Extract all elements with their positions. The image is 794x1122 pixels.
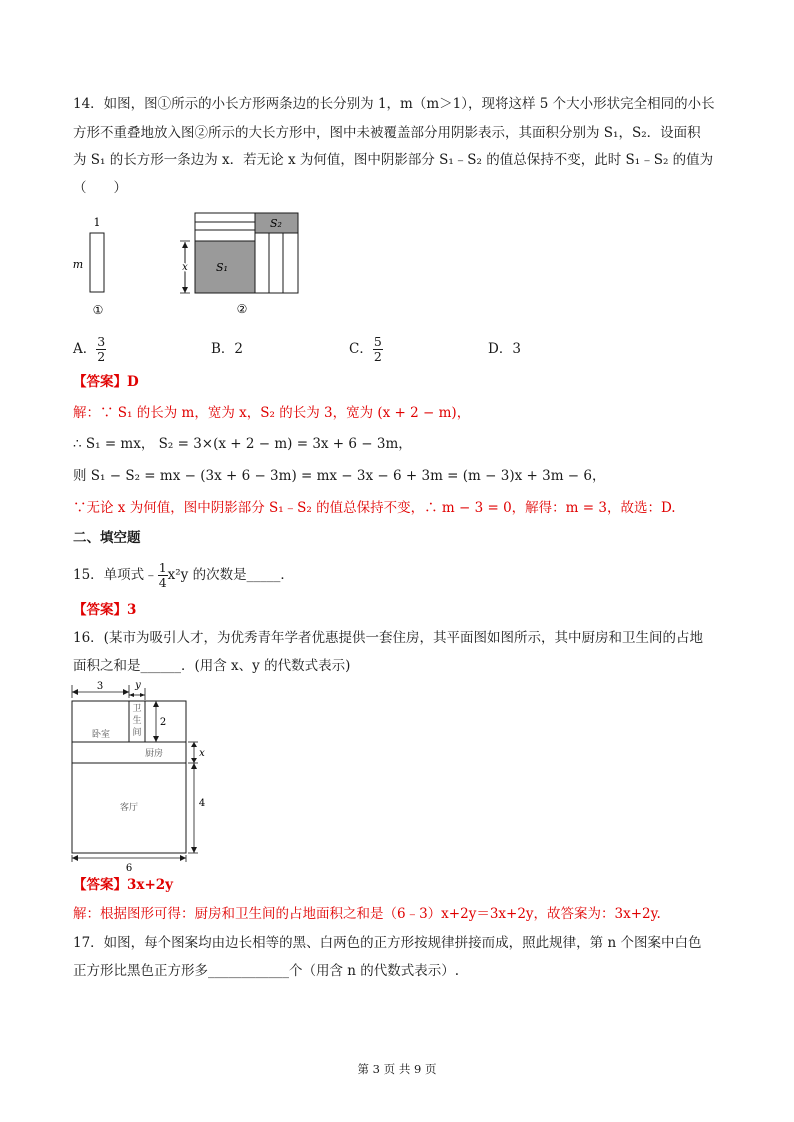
option-a bbox=[73, 332, 106, 366]
room-bathroom-char-2: 生 bbox=[132, 716, 142, 726]
fig2-label-s2: S₂ bbox=[270, 217, 282, 230]
q15-text bbox=[73, 558, 294, 592]
floor-plan-figure bbox=[60, 676, 220, 874]
q14-answer: 【答案】D bbox=[73, 374, 139, 390]
room-bedroom: 卧室 bbox=[91, 730, 111, 740]
fig1-label-m: m bbox=[72, 258, 84, 271]
room-living: 客厅 bbox=[119, 803, 139, 813]
fig2-caption: ② bbox=[236, 302, 248, 316]
option-d: D．3 bbox=[488, 341, 521, 357]
q16-solution: 解：根据图形可得：厨房和卫生间的占地面积之和是（6﹣3）x+2y＝3x+2y，故答案为：3x+2y. bbox=[73, 906, 661, 922]
option-c bbox=[349, 332, 383, 366]
q15-answer: 【答案】3 bbox=[73, 602, 137, 618]
q14-solution-2: ∴ S₁ = mx， S₂ = 3×(x + 2 − m) = 3x + 6 − 3m， bbox=[73, 436, 412, 452]
fig2-label-x: x bbox=[182, 262, 188, 273]
option-a-fraction bbox=[96, 335, 106, 364]
q15-suffix: x²y 的次数是_____． bbox=[167, 567, 294, 583]
q14-line-4: （ ） bbox=[73, 180, 127, 196]
dim-right-2: 2 bbox=[159, 717, 167, 728]
option-b: B．2 bbox=[211, 341, 244, 357]
q15-fraction bbox=[158, 561, 168, 590]
small-rectangle bbox=[90, 233, 104, 292]
q15-prefix: 15．单项式﹣ bbox=[73, 567, 158, 583]
room-kitchen: 厨房 bbox=[144, 749, 164, 759]
section-heading: 二、填空题 bbox=[73, 530, 141, 546]
page-footer: 第 3 页 共 9 页 bbox=[357, 1062, 437, 1076]
dim-top-3: 3 bbox=[96, 681, 104, 692]
option-a-numerator: 3 bbox=[97, 333, 106, 349]
option-c-fraction bbox=[373, 335, 383, 364]
q17-line-1: 17．如图，每个图案均由边长相等的黑、白两色的正方形按规律拼接而成，照此规律，第 n 个图案中白色 bbox=[73, 935, 702, 951]
q14-line-2: 方形不重叠地放入图②所示的大长方形中，图中未被覆盖部分用阴影表示，其面积分别为 S₁，S₂．设面积 bbox=[73, 125, 701, 141]
option-c-label: C． bbox=[349, 341, 373, 357]
q14-solution-4: ∵无论 x 为何值，图中阴影部分 S₁﹣S₂ 的值总保持不变，∴ m − 3 = 0，解得：m = 3，故选：D. bbox=[73, 500, 676, 516]
q14-solution-3: 则 S₁ − S₂ = mx − (3x + 6 − 3m) = mx − 3x − 6 + 3m = (m − 3)x + 3m − 6， bbox=[73, 468, 606, 484]
fig2-label-s1: S₁ bbox=[216, 261, 228, 274]
q16-answer: 【答案】3x+2y bbox=[73, 877, 173, 893]
option-a-denominator: 2 bbox=[97, 348, 106, 364]
dim-right-x: x bbox=[199, 748, 205, 759]
dim-bottom-6: 6 bbox=[125, 863, 133, 874]
option-a-label: A． bbox=[73, 341, 97, 357]
room-bathroom-char-1: 卫 bbox=[132, 704, 142, 714]
q14-figure-1 bbox=[70, 212, 130, 322]
option-c-denominator: 2 bbox=[373, 348, 382, 364]
q15-numerator: 1 bbox=[158, 559, 167, 575]
q15-denominator: 4 bbox=[158, 574, 167, 590]
q14-figure-2 bbox=[170, 205, 310, 320]
dim-right-4: 4 bbox=[198, 798, 206, 809]
q14-line-1: 14．如图，图①所示的小长方形两条边的长分别为 1，m（m＞1），现将这样 5 个大小形状完全相同的小长 bbox=[73, 96, 715, 112]
fig1-caption: ① bbox=[92, 303, 104, 317]
q14-solution-1: 解：∵ S₁ 的长为 m，宽为 x，S₂ 的长为 3，宽为 (x + 2 − m)， bbox=[73, 405, 471, 421]
q17-line-2: 正方形比黑色正方形多____________个（用含 n 的代数式表示）. bbox=[73, 963, 460, 979]
q16-line-2: 面积之和是______．(用含 x、y 的代数式表示) bbox=[73, 658, 351, 674]
fig1-label-1: 1 bbox=[93, 216, 101, 229]
dim-top-y: y bbox=[135, 680, 141, 691]
q14-line-3: 为 S₁ 的长方形一条边为 x．若无论 x 为何值，图中阴影部分 S₁﹣S₂ 的值总保持不变，此时 S₁﹣S₂ 的值为 bbox=[73, 152, 714, 168]
option-c-numerator: 5 bbox=[373, 333, 382, 349]
q16-line-1: 16．(某市为吸引人才，为优秀青年学者优惠提供一套住房，其平面图如图所示，其中厨房和卫生间的占地 bbox=[73, 630, 703, 646]
room-bathroom-char-3: 间 bbox=[132, 728, 142, 738]
